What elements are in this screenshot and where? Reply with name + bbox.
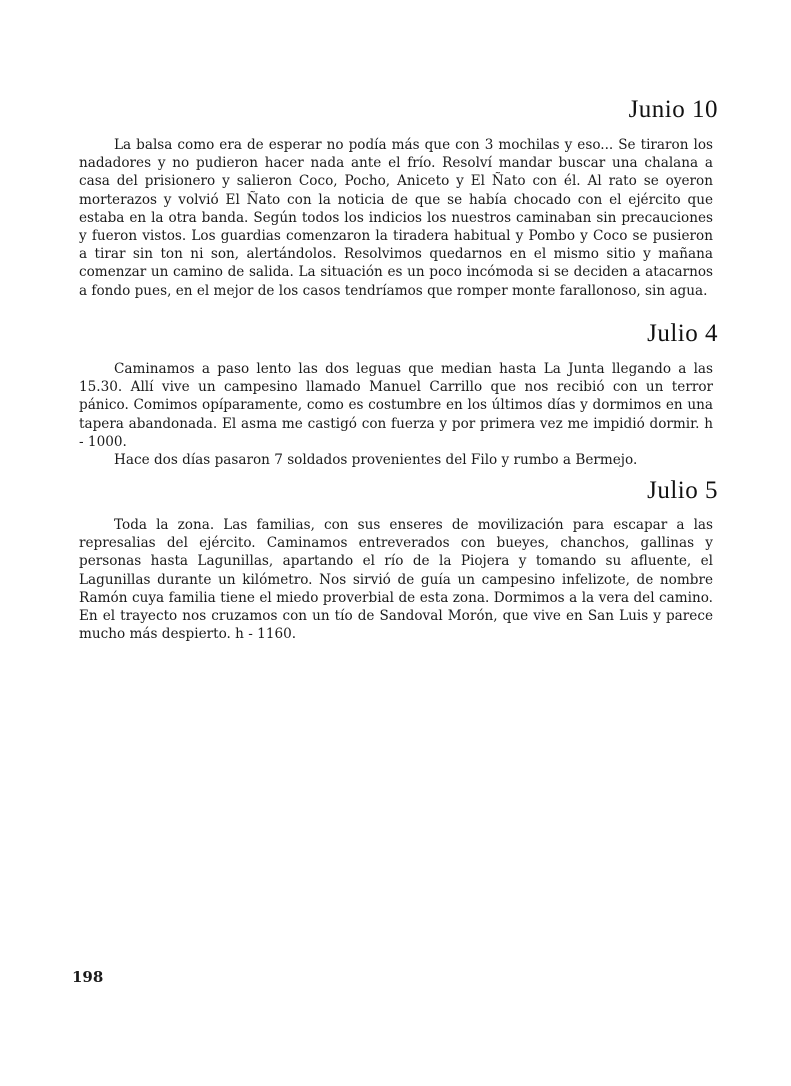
page-number: 198 <box>72 968 104 986</box>
entry-date-heading: Julio 4 <box>647 320 718 347</box>
entry-paragraph: Toda la zona. Las familias, con sus enseres de movilización para escapar a las represalias del ejército. Caminamos entreverados con bueyes, chanchos, gallinas y personas hasta Lagunillas, apartando el río de la Piojera y tomando su afluente, el Lagunillas durante un kilómetro. Nos sirvió de guía un campesino infelizote, de nombre Ramón cuya familia tiene el miedo proverbial de esta zona. Dormimos a la vera del camino. En el trayecto nos cruzamos con un tío de Sandoval Morón, que vive en San Luis y parece mucho más despierto. h - 1160. <box>79 517 713 643</box>
entry-body <box>79 516 713 643</box>
entry-paragraph: Hace dos días pasaron 7 soldados provenientes del Filo y rumbo a Bermejo. <box>114 452 638 469</box>
entry-date-heading: Julio 5 <box>647 477 718 504</box>
entry-date-heading: Junio 10 <box>628 96 718 123</box>
entry-paragraph: La balsa como era de esperar no podía más que con 3 mochilas y eso... Se tiraron los nadadores y no pudieron hacer nada ante el frío. Resolví mandar buscar una chalana a casa del prisionero y salieron Coco, Pocho, Aniceto y El Ñato con él. Al rato se oyeron morterazos y volvió El Ñato con la noticia de que se había chocado con el ejército que estaba en la otra banda. Según todos los indicios los nuestros caminaban sin precauciones y fueron vistos. Los guardias comenzaron la tiradera habitual y Pombo y Coco se pusieron a tirar sin ton ni son, alertándolos. Resolvimos quedarnos en el mismo sitio y mañana comenzar un camino de salida. La situación es un poco incómoda si se deciden a atacarnos a fondo pues, en el mejor de los casos tendríamos que romper monte farallonoso, sin agua. <box>79 137 713 299</box>
entry-paragraph: Caminamos a paso lento las dos leguas que median hasta La Junta llegando a las 15.30. Allí vive un campesino llamado Manuel Carrillo que nos recibió con un terror pánico. Comimos opíparamente, como es costumbre en los últimos días y dormimos en una tapera abandonada. El asma me castigó con fuerza y por primera vez me impidió dormir. h - 1000. <box>79 361 713 450</box>
entry-body <box>79 136 713 300</box>
entry-body <box>79 360 713 469</box>
